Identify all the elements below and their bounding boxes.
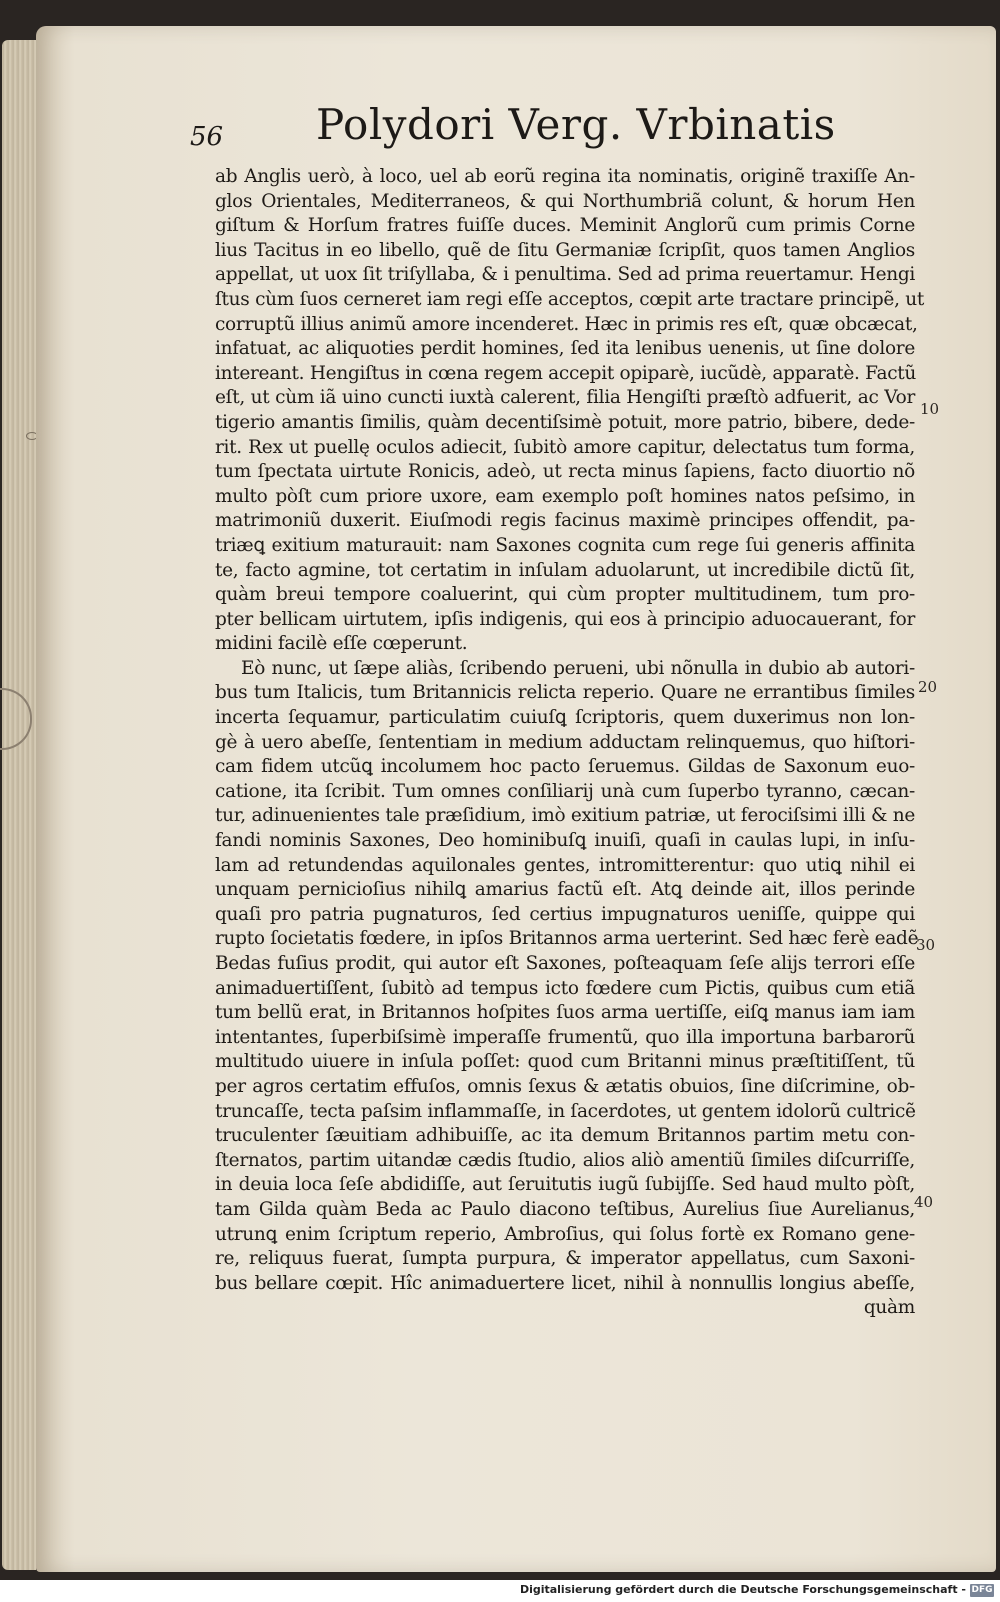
text-line: utrunꝗ enim ſcriptum reperio, Ambroſius, qui ſolus fortè ex Romano gene- <box>215 1223 915 1245</box>
text-line: appellat, ut uox ſit triſyllaba, & i penultima. Sed ad prima reuertamur. Hengi <box>215 264 915 286</box>
text-line: pter bellicam uirtutem, ipſis indigenis, qui eos à principio aduocauerant, for <box>215 608 915 630</box>
text-line: multitudo uiuere in inſula poſſet: quod cum Britanni minus præſtitiſſent, tũ <box>215 1051 915 1073</box>
text-line: rit. Rex ut puellę oculos adiecit, ſubitò amore capitur, delectatus tum forma, <box>215 436 915 458</box>
text-line: quàm breui tempore coaluerint, qui cùm propter multitudinem, tum pro- <box>215 584 915 606</box>
text-line: te, facto agmine, tot certatim in inſulam aduolarunt, ut incredibile dictũ ſit, <box>215 559 915 581</box>
text-line: animaduertiſſent, ſubitò ad tempus icto fœdere cum Pictis, quibus cum etiã <box>215 977 915 999</box>
text-line: rupto ſocietatis fœdere, in ipſos Britannos arma uerterint. Sed hæc ferè eadẽ <box>215 928 919 950</box>
text-line: quaſi pro patria pugnaturos, ſed certius impugnaturos ueniſſe, quippe qui <box>215 903 915 925</box>
text-line: intereant. Hengiſtus in cœna regem accepit opiparè, iucũdè, apparatè. Factũ <box>215 362 917 384</box>
text-line: lius Tacitus in eo libello, quẽ de ſitu Germaniæ ſcripſit, quos tamen Anglios <box>215 239 915 261</box>
text-line: intentantes, ſuperbiſsimè imperaſſe frumentũ, quo illa importuna barbarorũ <box>215 1026 915 1048</box>
text-line: ſternatos, partim uitandæ cædis ſtudio, alios aliò amentiũ ſimiles diſcurriſſe, <box>215 1149 915 1171</box>
text-line: corruptũ illius animũ amore incenderet. Hæc in primis res eſt, quæ obcæcat, <box>215 313 918 335</box>
text-line: re, reliquus fuerat, ſumpta purpura, & imperator appellatus, cum Saxoni- <box>215 1248 915 1270</box>
margin-line-number: 20 <box>918 678 938 696</box>
text-line: catione, ita ſcribit. Tum omnes conſiliarij unà cum ſuperbo tyranno, cæcan- <box>215 780 915 802</box>
page-edges <box>2 40 36 1570</box>
text-line: Bedas fuſius prodit, qui autor eſt Saxones, poſteaquam ſeſe alijs terrori eſſe <box>215 953 915 974</box>
funding-credit: Digitalisierung gefördert durch die Deutsche Forschungsgemeinschaft - <box>519 1583 966 1596</box>
text-line: cam fidem utcũꝗ incolumem hoc pacto ſeruemus. Gildas de Saxonum euo- <box>215 756 915 778</box>
running-title: Polydori Verg. Vrbinatis <box>316 100 836 149</box>
text-line: unquam pernicioſius nihilꝗ amarius factũ eſt. Atꝗ deinde ait, illos perinde <box>215 879 915 901</box>
text-line: bus bellare cœpit. Hîc animaduertere licet, nihil à nonnullis longius abeſſe, <box>215 1272 915 1294</box>
text-line: tum bellũ erat, in Britannos hoſpites ſuos arma uertiſſe, eiſꝗ manus iam iam <box>215 1002 915 1024</box>
margin-line-number: 10 <box>920 400 940 418</box>
text-line: glos Orientales, Mediterraneos, & qui Northumbriã colunt, & horum Hen <box>215 190 915 212</box>
text-line: truculenter ſæuitiam adhibuiſſe, ac ita demum Britannos partim metu con- <box>215 1125 915 1147</box>
text-line: in deuia loca ſeſe abdidiſſe, aut ſeruitutis iugũ ſubijſſe. Sed haud multo pòſt, <box>215 1174 915 1196</box>
text-line: tur, adinuenientes tale præſidium, imò exitium patriæ, ut ferociſsimi illi & ne <box>215 805 915 827</box>
page-header <box>190 78 910 158</box>
text-line: ab Anglis uerò, à loco, uel ab eorũ regina ita nominatis, originẽ traxiſſe An- <box>215 166 915 187</box>
text-line: midini facilè eſſe cœperunt. <box>215 633 468 655</box>
text-line: gè à uero abeſſe, ſententiam in medium adductam relinquemus, quo hiſtori- <box>215 731 915 753</box>
digitization-footer <box>0 1580 1000 1602</box>
dfg-logo: DFG <box>971 1585 993 1595</box>
text-line: lam ad retundendas aquilonales gentes, intromitterentur: quo utiꝗ nihil ei <box>215 854 915 876</box>
text-line: eſt, ut cùm iã uino cuncti iuxtà calerent, filia Hengiſti præſtò adfuerit, ac Vor <box>215 387 915 409</box>
text-line: bus tum Italicis, tum Britannicis relicta reperio. Quare ne errantibus ſimiles <box>215 682 915 704</box>
text-line: quàm <box>863 1297 915 1319</box>
page-number: 56 <box>190 122 224 152</box>
text-line: triæꝗ exitium maturauit: nam Saxones cognita cum rege ſui generis affinita <box>215 534 915 556</box>
text-line: matrimoniũ duxerit. Eiuſmodi regis facinus maximè principes offendit, pa- <box>215 510 915 532</box>
text-line: ſtus cùm ſuos cerneret iam regi eſſe acceptos, cœpit arte tractare principẽ, ut <box>215 288 924 310</box>
text-line: tam Gilda quàm Beda ac Paulo diacono teſtibus, Aurelius ſiue Aurelianus, <box>215 1198 915 1220</box>
text-line: giſtum & Horſum fratres fuiſſe duces. Meminit Anglorũ cum primis Corne <box>215 215 915 237</box>
text-line: truncaſſe, tecta paſsim inflammaſſe, in ſacerdotes, ut gentem idolorũ cultricẽ <box>215 1100 916 1122</box>
text-line: per agros certatim effuſos, omnis ſexus & ætatis obuios, ſine diſcrimine, ob- <box>215 1075 915 1097</box>
text-line: infatuat, ac aliquoties perdit homines, ſed ita lenibus uenenis, ut ſine dolore <box>215 338 915 360</box>
text-line: fandi nominis Saxones, Deo hominibuſꝗ inuiſi, quaſi in caulas lupi, in inſu- <box>215 830 915 852</box>
text-line: Eò nunc, ut ſæpe aliàs, ſcribendo perueni, ubi nõnulla in dubio ab autori- <box>241 657 915 679</box>
text-line: multo pòſt cum priore uxore, eam exemplo poſt homines natos peſsimo, in <box>215 485 915 507</box>
margin-line-number: 30 <box>916 936 936 954</box>
margin-line-number: 40 <box>914 1193 934 1211</box>
text-line: tum ſpectata uirtute Ronicis, adeò, ut recta minus ſapiens, facto diuortio nõ <box>215 461 915 483</box>
text-line: incerta ſequamur, particulatim cuiuſꝗ ſcriptoris, quem duxerimus non lon- <box>215 707 915 729</box>
text-line: tigerio amantis ſimilis, quàm decentiſsimè potuit, more patrio, bibere, dede- <box>215 411 915 433</box>
